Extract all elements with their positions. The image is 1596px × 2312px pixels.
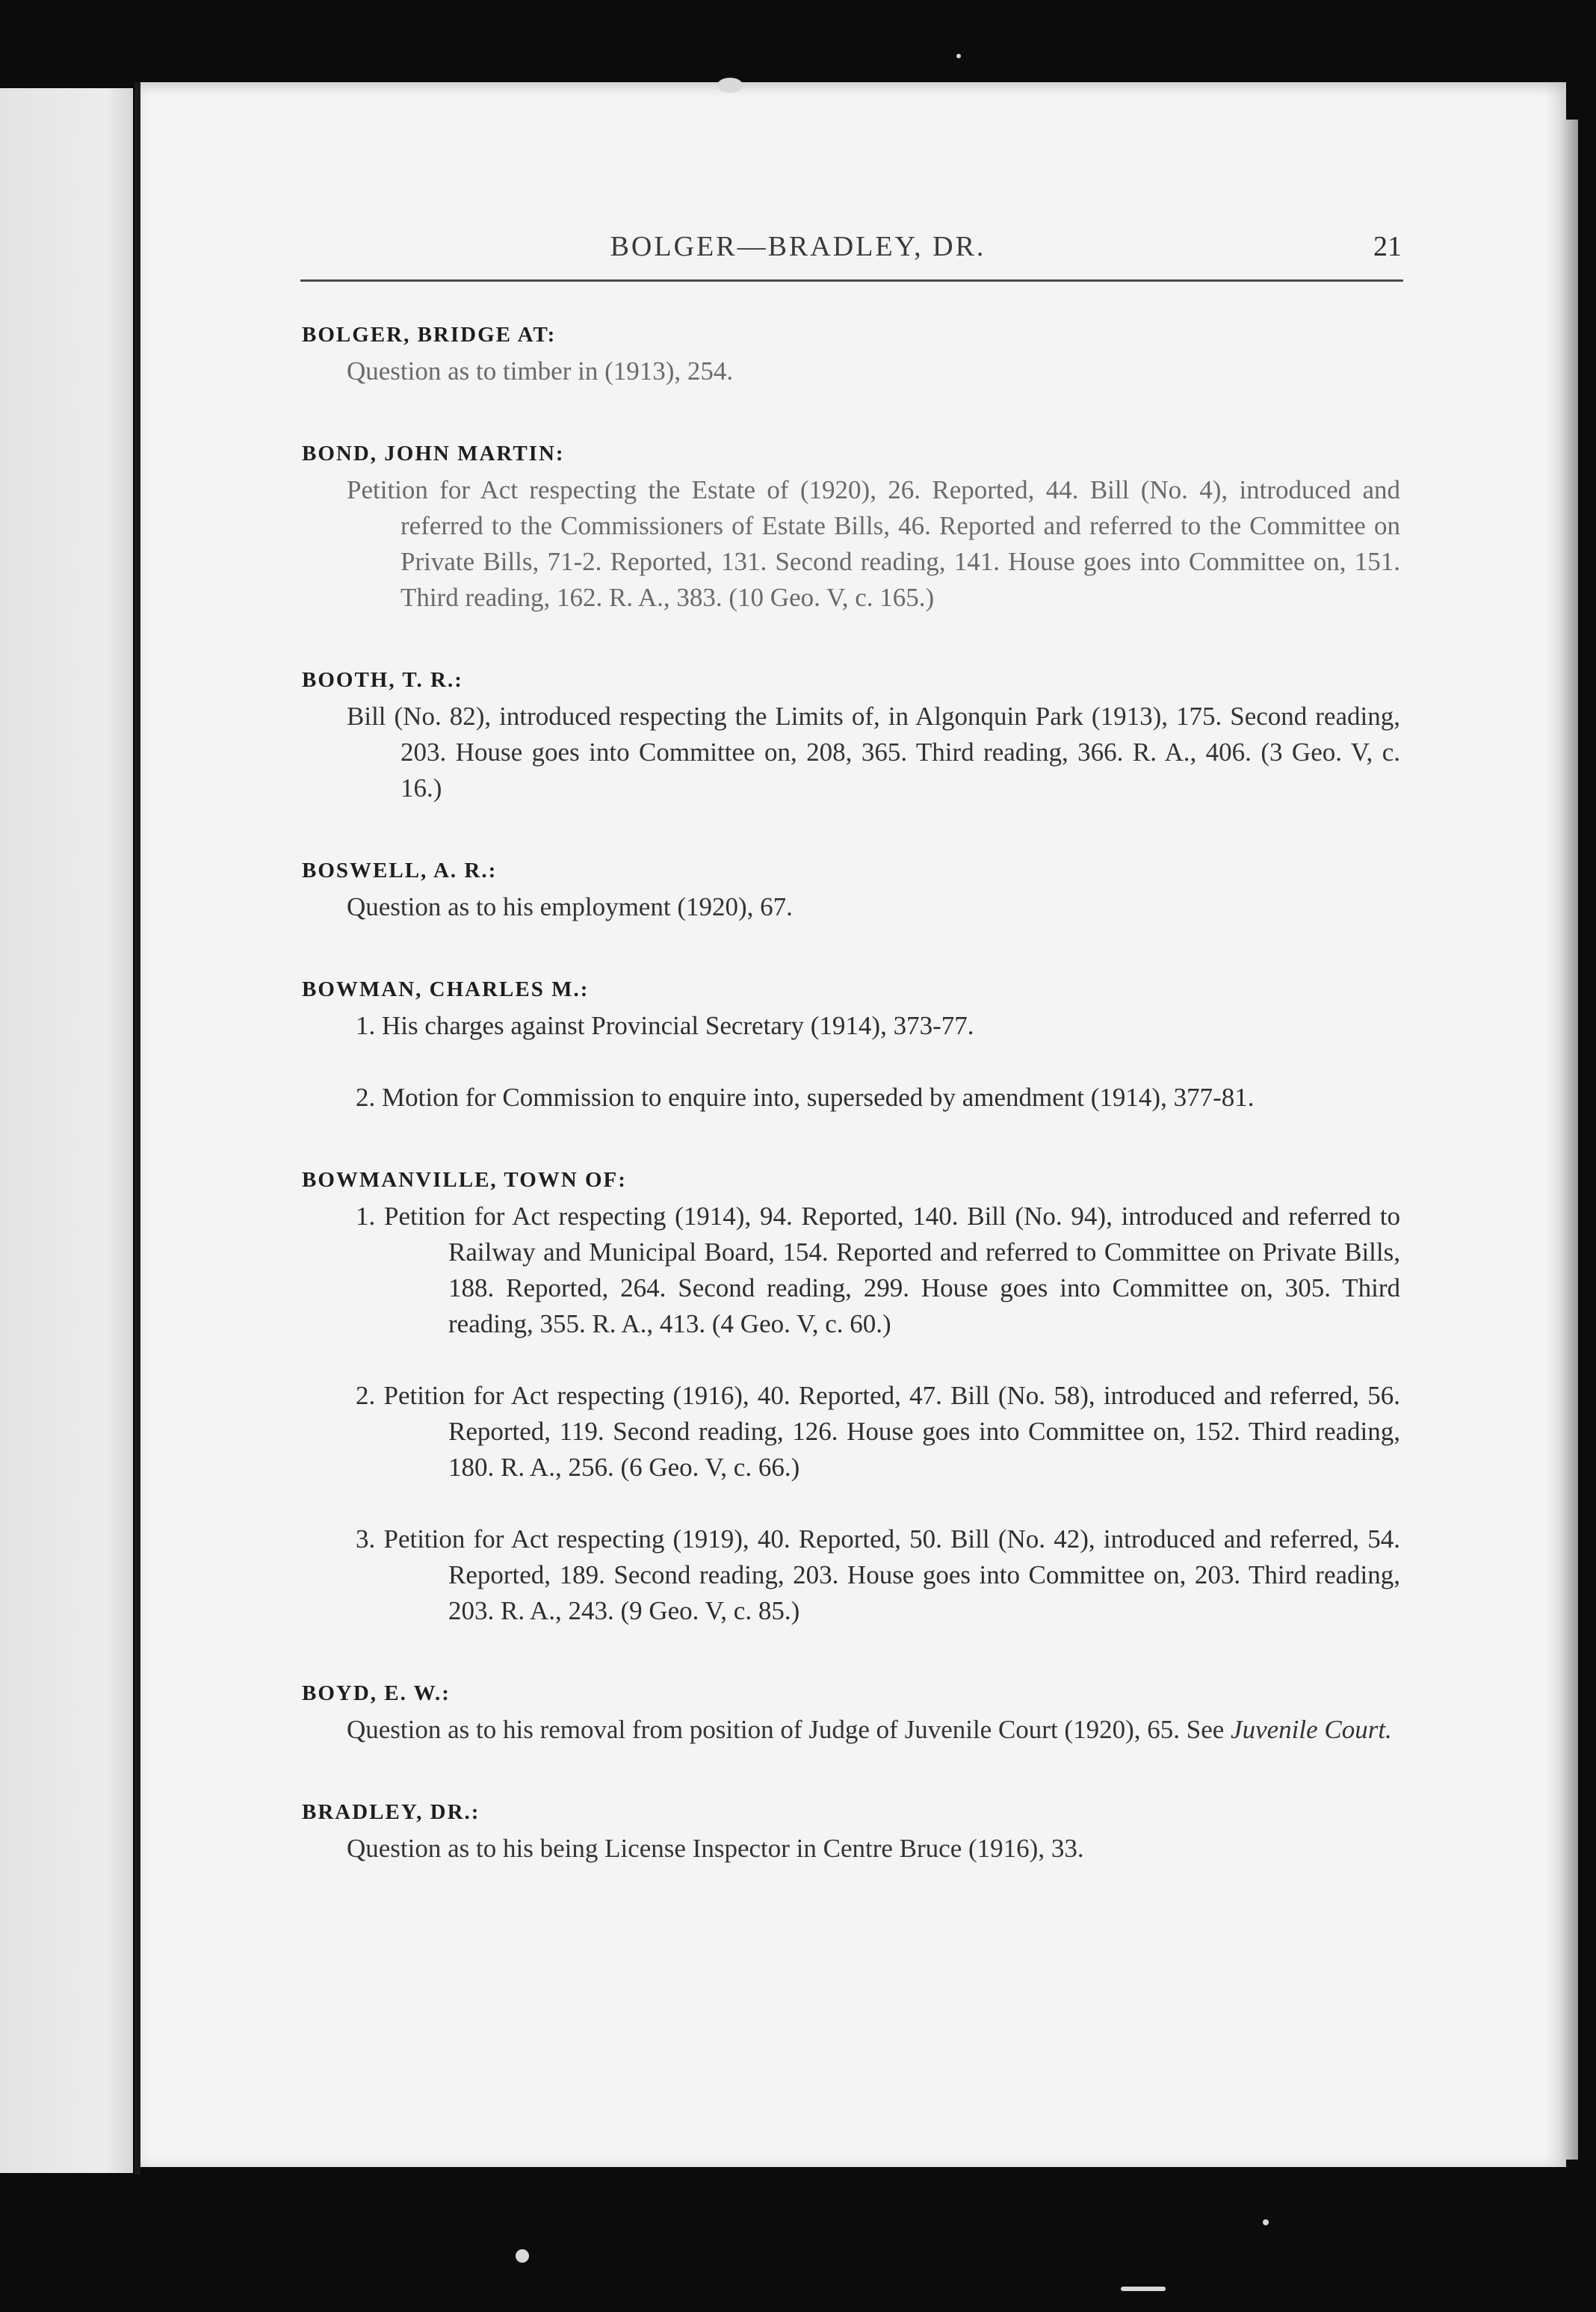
scan-speck <box>516 2249 529 2263</box>
entry-heading: BOND, JOHN MARTIN: <box>302 442 565 466</box>
entry-text <box>302 1712 1400 1748</box>
entry-text-main: Question as to his removal from position of Judge of Juvenile Court (1920), 65. See <box>347 1715 1225 1744</box>
scan-speck <box>956 54 961 58</box>
entry-text: Bill (No. 82), introduced respecting the Limits of, in Algonquin Park (1913), 175. Second reading, 203. House goes into Committee on, 208, 365. Third reading, 366. R. A., 406. (3 Geo. V, c. 16.) <box>347 702 1400 803</box>
entry-subitem: 2. Petition for Act respecting (1916), 40. Reported, 47. Bill (No. 58), introduced and referred, 56. Reported, 119. Second reading, 126. House goes into Committee on, 152. Third reading, 180. R. A., 256. (6 Geo. V, c. 66.) <box>356 1381 1400 1482</box>
scan-speck <box>1121 2287 1166 2291</box>
entry-heading: BOWMAN, CHARLES M.: <box>302 977 590 1001</box>
entry-heading: BOWMANVILLE, TOWN OF: <box>302 1168 627 1192</box>
page-stack-edge <box>1562 120 1578 2160</box>
entry-text: Question as to his being License Inspector in Centre Bruce (1916), 33. <box>347 1834 1084 1863</box>
entry-text: Question as to timber in (1913), 254. <box>347 356 734 386</box>
index-entry-bowmanville <box>302 1168 1400 1629</box>
entry-heading: BOYD, E. W.: <box>302 1681 451 1705</box>
entry-heading: BRADLEY, DR.: <box>302 1800 480 1824</box>
cross-reference: Juvenile Court. <box>1231 1715 1392 1744</box>
entry-subitem: 3. Petition for Act respecting (1919), 40. Reported, 50. Bill (No. 42), introduced and referred, 54. Reported, 189. Second reading, 203. House goes into Committee on, 203. Third reading, 203. R. A., 243. (9 Geo. V, c. 85.) <box>356 1524 1400 1625</box>
running-head: BOLGER—BRADLEY, DR. <box>610 231 986 262</box>
page-number: 21 <box>1373 231 1402 262</box>
book-spine <box>134 82 140 2175</box>
index-entry-boswell <box>302 859 1400 925</box>
header-rule <box>300 279 1403 282</box>
index-entry-bowman <box>302 977 1400 1116</box>
index-entry-bond <box>302 442 1400 616</box>
index-entry-bolger <box>302 323 1400 389</box>
entry-subitem: 1. Petition for Act respecting (1914), 94. Reported, 140. Bill (No. 94), introduced and referred to Railway and Municipal Board, 154. Reported and referred to Committee on Private Bills, 188. Reported, 264. Second reading, 299. House goes into Committee on, 305. Third reading, 355. R. A., 413. (4 Geo. V, c. 60.) <box>356 1202 1400 1338</box>
entry-subitem: 2. Motion for Commission to enquire into, superseded by amendment (1914), 377-81. <box>356 1083 1255 1112</box>
entry-heading: BOSWELL, A. R.: <box>302 859 498 883</box>
entry-text: Petition for Act respecting the Estate of (1920), 26. Reported, 44. Bill (No. 4), introduced and referred to the Commissioners of Estate Bills, 46. Reported and referred to the Committee on Private Bills, 71-2. Reported, 131. Second reading, 141. House goes into Committee on, 151. Third reading, 162. R. A., 383. (10 Geo. V, c. 165.) <box>347 475 1400 612</box>
entry-heading: BOLGER, BRIDGE AT: <box>302 323 557 347</box>
entry-subitem: 1. His charges against Provincial Secretary (1914), 373-77. <box>356 1011 974 1040</box>
entry-text: Question as to his employment (1920), 67. <box>347 892 793 921</box>
index-entry-booth <box>302 668 1400 806</box>
adjacent-page-edge <box>0 88 133 2173</box>
index-entry-boyd <box>302 1681 1400 1748</box>
index-entry-bradley <box>302 1800 1400 1867</box>
entry-heading: BOOTH, T. R.: <box>302 668 463 692</box>
scan-speck <box>1263 2219 1269 2225</box>
index-entries <box>302 323 1400 1919</box>
scan-speck <box>717 78 743 93</box>
